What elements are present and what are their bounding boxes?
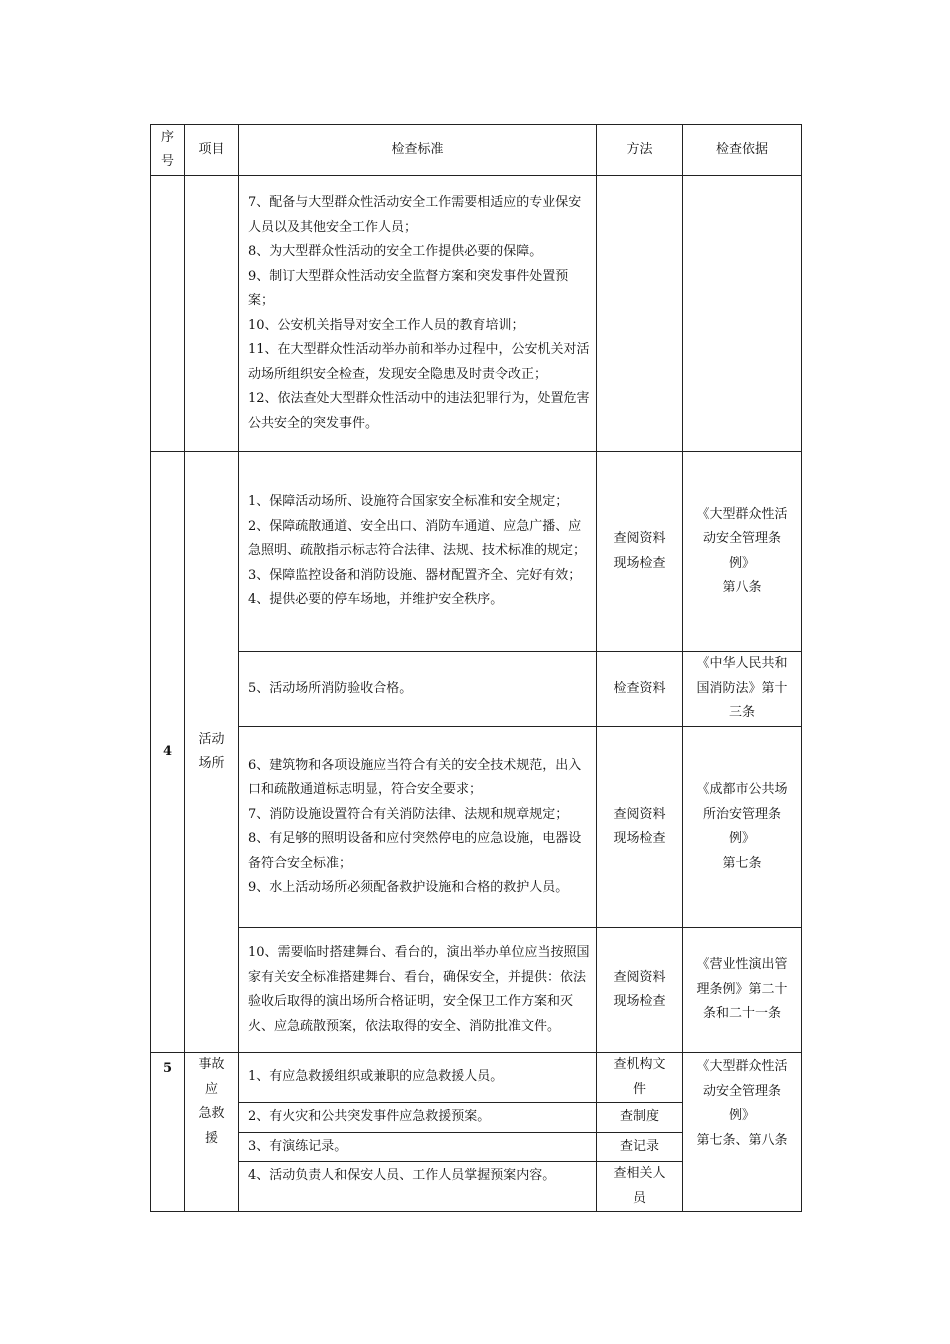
table-row bbox=[151, 452, 802, 652]
method-cell bbox=[597, 1162, 683, 1212]
method-cell bbox=[597, 727, 683, 928]
standard-line: 1、保障活动场所、设施符合国家安全标准和安全规定； bbox=[248, 494, 569, 510]
basis-text: 《营业性演出管 bbox=[696, 957, 788, 973]
method-cell bbox=[597, 928, 683, 1053]
basis-text: 例》 bbox=[728, 1108, 755, 1123]
table-row bbox=[151, 928, 802, 1053]
method-text: 员 bbox=[632, 1190, 646, 1206]
basis-text: 第七条 bbox=[722, 855, 762, 871]
standard-cell bbox=[239, 652, 597, 727]
row-number: 4 bbox=[151, 452, 185, 1053]
standard-line: 7、配备与大型群众性活动安全工作需要相适应的专业保安人员以及其他安全工作人员； bbox=[248, 195, 582, 235]
standard-cell bbox=[239, 1132, 597, 1162]
standard-line: 1、有应急救援组织或兼职的应急救援人员。 bbox=[248, 1069, 504, 1085]
basis-text: 所治安管理条 bbox=[702, 806, 781, 822]
standard-cell bbox=[239, 928, 597, 1053]
method-text: 查制度 bbox=[619, 1109, 659, 1124]
item-label: 急救 bbox=[198, 1106, 225, 1121]
basis-text: 例》 bbox=[728, 831, 755, 846]
item-label: 场所 bbox=[198, 756, 225, 771]
header-item: 项目 bbox=[185, 125, 239, 176]
standard-cell bbox=[239, 176, 597, 452]
method-text: 查阅资料 bbox=[613, 806, 666, 822]
item-label: 援 bbox=[204, 1130, 218, 1146]
row-number: 5 bbox=[151, 1053, 185, 1212]
item-label: 应 bbox=[204, 1081, 218, 1097]
basis-text: 第八条 bbox=[722, 580, 762, 595]
method-cell bbox=[597, 652, 683, 727]
method-text: 查阅资料 bbox=[613, 531, 666, 546]
item-label: 事故 bbox=[198, 1057, 225, 1072]
basis-cell bbox=[683, 928, 802, 1053]
method-text: 查记录 bbox=[619, 1138, 659, 1154]
standard-line: 4、活动负责人和保安人员、工作人员掌握预案内容。 bbox=[248, 1168, 556, 1183]
header-standard: 检查标准 bbox=[239, 125, 597, 176]
standard-line: 10、公安机关指导对安全工作人员的教育培训； bbox=[248, 317, 525, 333]
standard-line: 3、有演练记录。 bbox=[248, 1138, 348, 1154]
table-row bbox=[151, 1053, 802, 1103]
header-row bbox=[151, 125, 802, 176]
standard-cell bbox=[239, 452, 597, 652]
basis-text: 《成都市公共场 bbox=[696, 782, 788, 797]
method-cell bbox=[597, 452, 683, 652]
table-row bbox=[151, 652, 802, 727]
item-cell bbox=[185, 452, 239, 1053]
item-label: 活动 bbox=[198, 731, 225, 747]
basis-text: 动安全管理条 bbox=[702, 1083, 781, 1099]
standard-line: 11、在大型群众性活动举办前和举办过程中，公安机关对活动场所组织安全检查，发现安全隐患及时责令改正； bbox=[248, 342, 590, 382]
standard-line: 4、提供必要的停车场地，并维护安全秩序。 bbox=[248, 592, 504, 608]
standard-line: 8、有足够的照明设备和应付突然停电的应急设施，电器设备符合安全标准； bbox=[248, 831, 582, 871]
standard-cell bbox=[239, 1053, 597, 1103]
method-text: 查相关人 bbox=[613, 1166, 666, 1181]
standard-line: 5、活动场所消防验收合格。 bbox=[248, 680, 413, 696]
basis-text: 国消防法》第十 bbox=[696, 680, 788, 696]
standard-line: 12、依法查处大型群众性活动中的违法犯罪行为，处置危害公共安全的突发事件。 bbox=[248, 391, 590, 431]
method-text: 查机构文 bbox=[613, 1057, 666, 1072]
standard-cell bbox=[239, 727, 597, 928]
basis-text: 《中华人民共和 bbox=[696, 656, 788, 672]
standard-line: 3、保障监控设备和消防设施、器材配置齐全、完好有效； bbox=[248, 567, 582, 583]
standard-cell bbox=[239, 1162, 597, 1212]
inspection-table bbox=[150, 124, 802, 1212]
table-row bbox=[151, 727, 802, 928]
header-method: 方法 bbox=[597, 125, 683, 176]
method-text: 现场检查 bbox=[613, 994, 666, 1009]
method-cell bbox=[597, 1053, 683, 1103]
table-row bbox=[151, 176, 802, 452]
standard-line: 6、建筑物和各项设施应当符合有关的安全技术规范，出入口和疏散通道标志明显，符合安全要求； bbox=[248, 757, 582, 797]
basis-text: 理条例》第二十 bbox=[696, 981, 788, 997]
basis-text: 《大型群众性活 bbox=[696, 1059, 788, 1074]
standard-line: 8、为大型群众性活动的安全工作提供必要的保障。 bbox=[248, 244, 543, 259]
basis-text: 三条 bbox=[728, 705, 755, 721]
standard-line: 9、制订大型群众性活动安全监督方案和突发事件处置预案； bbox=[248, 268, 569, 308]
method-cell bbox=[597, 1103, 683, 1133]
standard-line: 2、有火灾和公共突发事件应急救援预案。 bbox=[248, 1109, 491, 1124]
basis-text: 例》 bbox=[728, 555, 755, 571]
method-text: 检查资料 bbox=[613, 680, 666, 696]
item-cell bbox=[185, 1053, 239, 1212]
basis-text: 第七条、第八条 bbox=[696, 1132, 788, 1148]
standard-line: 9、水上活动场所必须配备救护设施和合格的救护人员。 bbox=[248, 880, 569, 895]
method-text: 现场检查 bbox=[613, 555, 666, 571]
standard-line: 7、消防设施设置符合有关消防法律、法规和规章规定； bbox=[248, 806, 569, 822]
method-text: 查阅资料 bbox=[613, 969, 666, 985]
basis-cell bbox=[683, 1053, 802, 1212]
basis-cell bbox=[683, 652, 802, 727]
basis-text: 动安全管理条 bbox=[702, 531, 781, 546]
standard-line: 10、需要临时搭建舞台、看台的，演出举办单位应当按照国家有关安全标准搭建舞台、看台，确保安全，并提供：依法验收后取得的演出场所合格证明，安全保卫工作方案和灭火、应急疏散预案，依法取得的安全、消防批准文件。 bbox=[248, 945, 590, 1034]
basis-text: 条和二十一条 bbox=[702, 1006, 781, 1022]
header-basis: 检查依据 bbox=[683, 125, 802, 176]
basis-text: 《大型群众性活 bbox=[696, 506, 788, 522]
method-text: 现场检查 bbox=[613, 831, 666, 846]
method-cell bbox=[597, 1132, 683, 1162]
basis-cell bbox=[683, 727, 802, 928]
standard-cell bbox=[239, 1103, 597, 1133]
header-seq: 序号 bbox=[151, 125, 185, 176]
method-text: 件 bbox=[632, 1081, 646, 1097]
standard-line: 2、保障疏散通道、安全出口、消防车通道、应急广播、应急照明、疏散指示标志符合法律、法规、技术标准的规定； bbox=[248, 518, 587, 559]
basis-cell bbox=[683, 452, 802, 652]
